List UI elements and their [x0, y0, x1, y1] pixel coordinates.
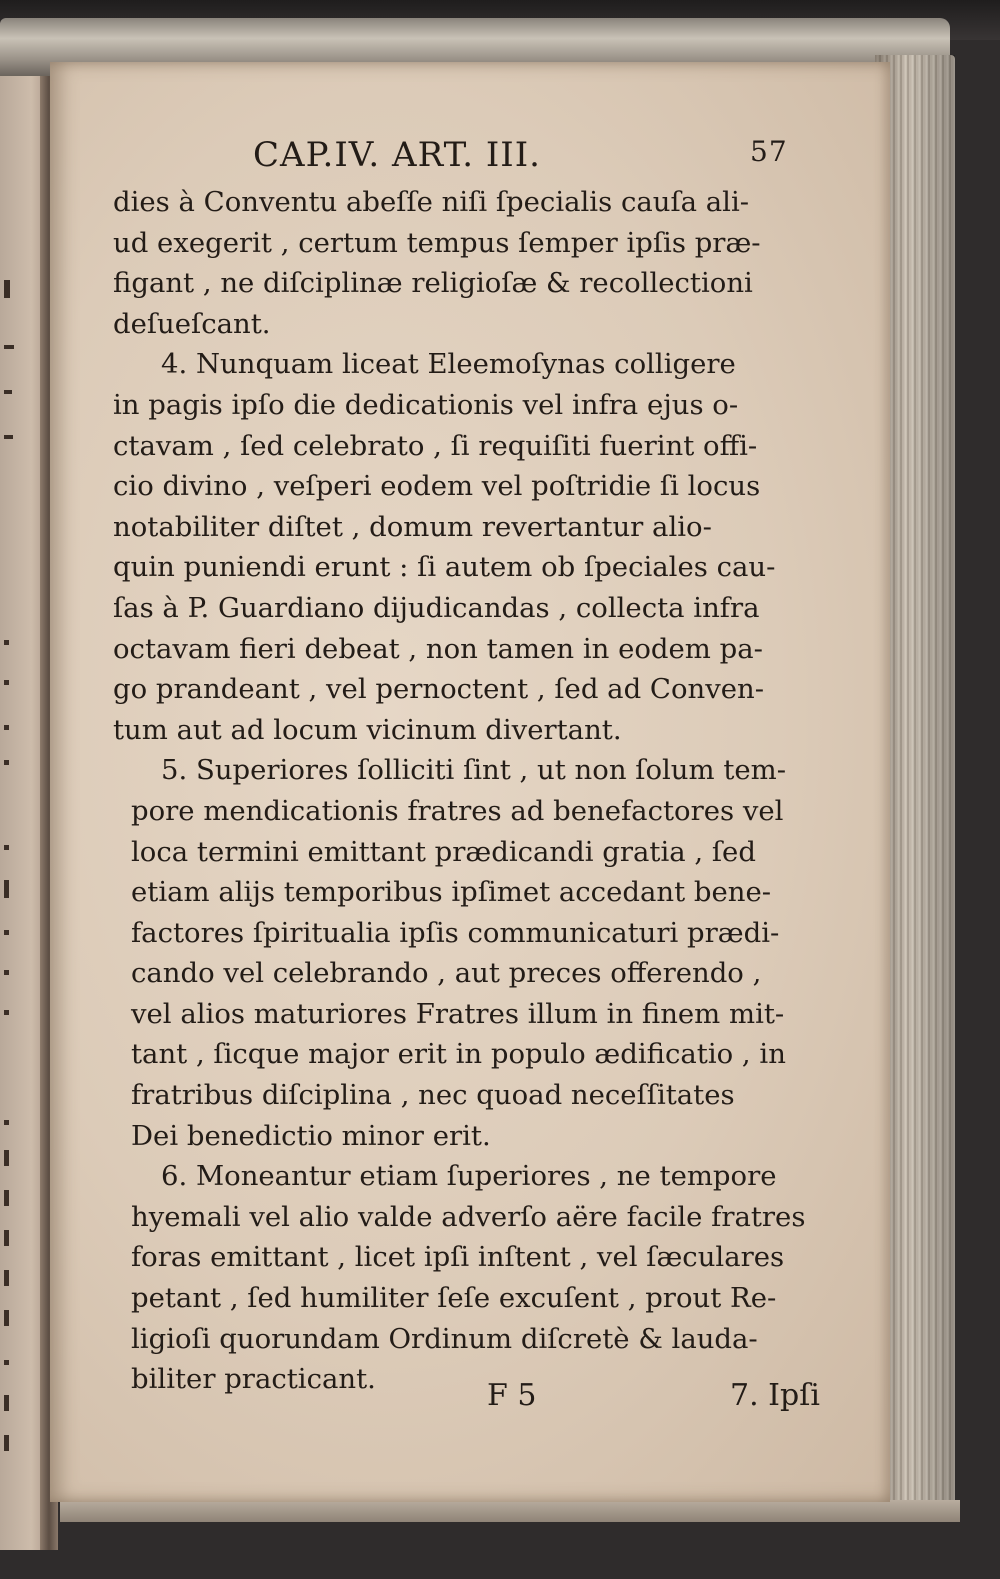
- text-line: figant , ne diſciplinæ religioſæ & recollectioni: [113, 267, 753, 300]
- text-line: deſueſcant.: [113, 307, 271, 340]
- catchword: 7. Ipſi: [730, 1378, 820, 1413]
- page-header: [0, 135, 1000, 185]
- text-line: go prandeant , vel pernoctent , ſed ad Conven-: [113, 673, 765, 706]
- signature-mark: F 5: [487, 1378, 537, 1413]
- text-line: ud exegerit , certum tempus ſemper ipſis præ-: [113, 226, 761, 259]
- text-line: 6. Moneantur etiam ſuperiores , ne tempore: [161, 1160, 777, 1193]
- text-line: cio divino , veſperi eodem vel poſtridie ſi locus: [113, 470, 761, 503]
- text-line: 5. Superiores ſolliciti ſint , ut non ſolum tem-: [161, 754, 787, 787]
- text-line: biliter practicant.: [131, 1363, 376, 1396]
- text-line: quin puniendi erunt : ſi autem ob ſpeciales cau-: [113, 551, 776, 584]
- text-line: tant , ſicque major erit in populo ædificatio , in: [131, 1038, 786, 1071]
- page-footer: [0, 1378, 1000, 1428]
- text-line: foras emittant , licet ipſi inſtent , vel ſæculares: [131, 1241, 785, 1274]
- text-line: octavam fieri debeat , non tamen in eodem pa-: [113, 632, 763, 665]
- text-line: cando vel celebrando , aut preces offerendo ,: [131, 957, 762, 990]
- text-line: etiam alijs temporibus ipſimet accedant bene-: [131, 876, 772, 909]
- text-line: pore mendicationis fratres ad benefactores vel: [131, 794, 784, 827]
- text-line: ctavam , ſed celebrato , ſi requiſiti fuerint offi-: [113, 429, 758, 462]
- text-line: ligioſi quorundam Ordinum diſcretè & lauda-: [131, 1322, 758, 1355]
- text-line: dies à Conventu abeſſe niſi ſpecialis cauſa ali-: [113, 186, 750, 218]
- text-line: fratribus diſciplina , nec quoad neceſſitates: [131, 1079, 735, 1112]
- text-line: Dei benedictio minor erit.: [131, 1119, 491, 1152]
- text-line: notabiliter diſtet , domum revertantur alio-: [113, 510, 712, 543]
- text-line: vel alios maturiores Fratres illum in finem mit-: [131, 997, 785, 1030]
- text-line: tum aut ad locum vicinum divertant.: [113, 713, 622, 746]
- page-number: 57: [750, 135, 788, 168]
- text-line: 4. Nunquam liceat Eleemoſynas colligere: [161, 348, 736, 381]
- text-line: in pagis ipſo die dedicationis vel infra ejus o-: [113, 388, 739, 421]
- text-line: ſas à P. Guardiano dijudicandas , collecta infra: [113, 591, 760, 624]
- text-line: petant , ſed humiliter ſeſe excuſent , prout Re-: [131, 1282, 777, 1315]
- text-line: factores ſpiritualia ipſis communicaturi prædi-: [131, 916, 780, 949]
- text-line: hyemali vel alio valde adverſo aëre facile fratres: [131, 1200, 806, 1233]
- body-text: [113, 182, 806, 1400]
- bottom-page-edge: [60, 1500, 960, 1522]
- running-title: CAP.IV. ART. III.: [253, 135, 541, 175]
- text-line: loca termini emittant prædicandi gratia , ſed: [131, 835, 756, 868]
